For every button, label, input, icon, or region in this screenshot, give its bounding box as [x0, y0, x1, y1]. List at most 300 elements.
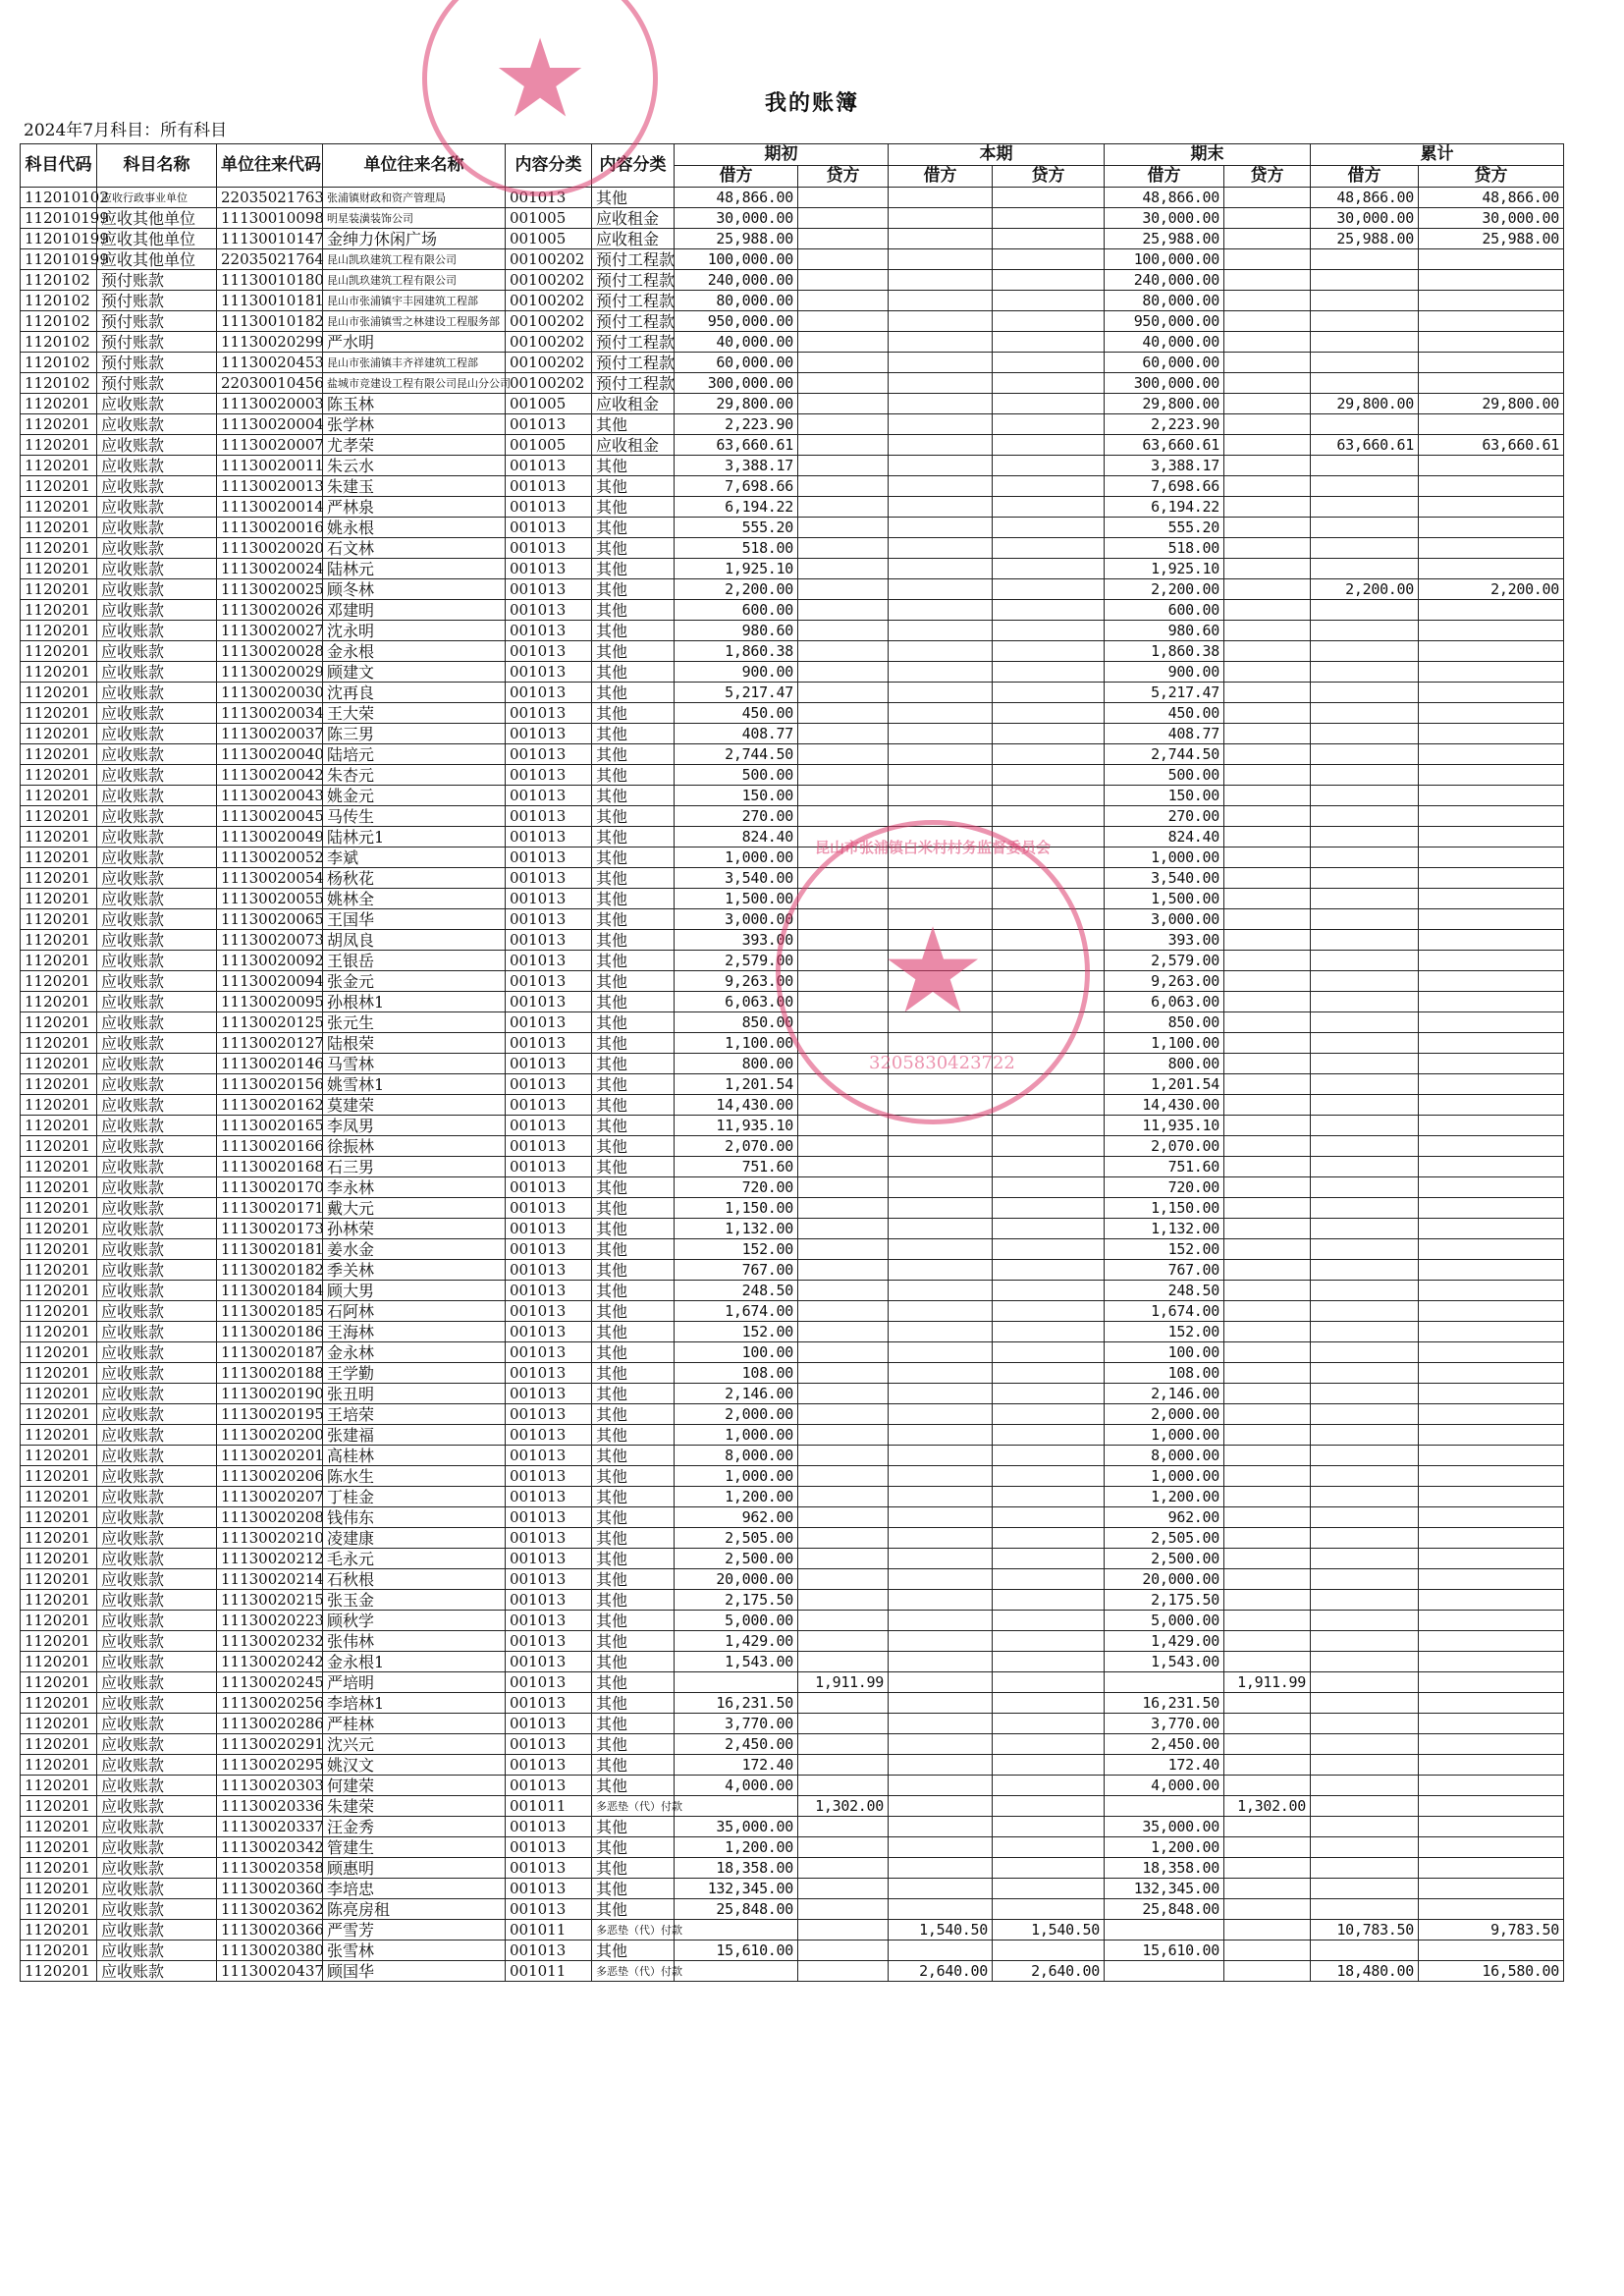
cell-cum-credit [1419, 1652, 1564, 1672]
cell-name: 应收账款 [97, 1136, 217, 1157]
cell-name: 应收账款 [97, 1899, 217, 1920]
cell-content-code: 001013 [506, 683, 592, 703]
cell-content-code: 001013 [506, 1301, 592, 1322]
cell-unit-code: 11130020040 [217, 744, 323, 765]
cell-content-name: 预付工程款 [592, 291, 675, 311]
cell-code: 1120201 [21, 806, 97, 827]
cell-current-debit [889, 1260, 993, 1281]
cell-current-credit [993, 1466, 1105, 1487]
cell-closing-credit [1224, 1549, 1311, 1569]
cell-content-name: 应收租金 [592, 229, 675, 249]
cell-cum-credit [1419, 1590, 1564, 1611]
cell-content-name: 其他 [592, 1425, 675, 1446]
cell-closing-credit [1224, 744, 1311, 765]
cell-closing-credit [1224, 641, 1311, 662]
ledger-table [20, 143, 1564, 1982]
cell-cum-debit [1311, 1095, 1419, 1116]
cell-cum-debit [1311, 641, 1419, 662]
cell-content-code: 001013 [506, 1198, 592, 1219]
table-row [21, 1693, 1564, 1714]
cell-cum-debit [1311, 1672, 1419, 1693]
cell-closing-debit: 720.00 [1105, 1177, 1224, 1198]
cell-cum-debit [1311, 270, 1419, 291]
cell-content-name: 其他 [592, 1734, 675, 1755]
cell-opening-debit: 7,698.66 [675, 476, 798, 497]
table-row [21, 1301, 1564, 1322]
cell-current-debit [889, 1281, 993, 1301]
cell-cum-credit: 63,660.61 [1419, 435, 1564, 456]
cell-opening-credit [798, 291, 889, 311]
cell-code: 1120201 [21, 662, 97, 683]
report-subtitle: 2024年7月科目：所有科目 [24, 121, 228, 140]
cell-code: 112010199 [21, 249, 97, 270]
cell-opening-debit: 100.00 [675, 1342, 798, 1363]
cell-current-credit [993, 1404, 1105, 1425]
cell-content-name: 其他 [592, 1054, 675, 1074]
cell-opening-debit: 2,175.50 [675, 1590, 798, 1611]
cell-unit-code: 11130020206 [217, 1466, 323, 1487]
cell-current-debit [889, 600, 993, 621]
cell-name: 应收账款 [97, 559, 217, 579]
cell-closing-debit: 2,505.00 [1105, 1528, 1224, 1549]
cell-content-name: 其他 [592, 641, 675, 662]
cell-opening-credit [798, 1569, 889, 1590]
cell-cum-debit [1311, 1012, 1419, 1033]
cell-unit-name: 金永根 [323, 641, 506, 662]
cell-opening-debit: 14,430.00 [675, 1095, 798, 1116]
cell-opening-debit: 2,505.00 [675, 1528, 798, 1549]
stamp-text: 昆山市张浦镇白米村村务监督委员会 [814, 839, 1051, 856]
cell-closing-credit [1224, 414, 1311, 435]
cell-cum-debit [1311, 1879, 1419, 1899]
cell-unit-code: 11130020182 [217, 1260, 323, 1281]
cell-name: 应收账款 [97, 1177, 217, 1198]
cell-content-code: 00100202 [506, 311, 592, 332]
cell-opening-credit [798, 414, 889, 435]
cell-unit-name: 莫建荣 [323, 1095, 506, 1116]
cell-unit-name: 石秋根 [323, 1569, 506, 1590]
cell-cum-debit [1311, 311, 1419, 332]
cell-code: 1120201 [21, 1054, 97, 1074]
cell-current-credit [993, 559, 1105, 579]
cell-cum-debit [1311, 1404, 1419, 1425]
cell-closing-credit [1224, 683, 1311, 703]
cell-content-code: 001013 [506, 538, 592, 559]
cell-closing-credit [1224, 1941, 1311, 1961]
cell-content-code: 001013 [506, 1177, 592, 1198]
cell-unit-name: 钱伟东 [323, 1507, 506, 1528]
cell-closing-debit: 1,100.00 [1105, 1033, 1224, 1054]
cell-unit-name: 陈亮房租 [323, 1899, 506, 1920]
cell-closing-credit: 1,911.99 [1224, 1672, 1311, 1693]
cell-content-name: 应收租金 [592, 435, 675, 456]
cell-code: 1120201 [21, 1033, 97, 1054]
cell-closing-credit [1224, 724, 1311, 744]
table-row [21, 579, 1564, 600]
cell-opening-debit: 1,500.00 [675, 889, 798, 909]
cell-current-debit [889, 1631, 993, 1652]
cell-cum-credit [1419, 1714, 1564, 1734]
cell-closing-credit [1224, 1116, 1311, 1136]
cell-current-debit [889, 1239, 993, 1260]
cell-closing-debit: 1,925.10 [1105, 559, 1224, 579]
cell-cum-debit [1311, 827, 1419, 847]
cell-content-code: 001013 [506, 1569, 592, 1590]
cell-code: 1120201 [21, 703, 97, 724]
cell-current-credit [993, 724, 1105, 744]
cell-content-name: 其他 [592, 1837, 675, 1858]
cell-content-name: 其他 [592, 497, 675, 518]
cell-name: 应收账款 [97, 1446, 217, 1466]
cell-cum-credit [1419, 414, 1564, 435]
cell-content-name: 其他 [592, 1198, 675, 1219]
cell-opening-debit: 751.60 [675, 1157, 798, 1177]
cell-content-name: 其他 [592, 1260, 675, 1281]
cell-current-credit [993, 1858, 1105, 1879]
cell-cum-debit [1311, 1342, 1419, 1363]
cell-current-credit [993, 456, 1105, 476]
cell-unit-code: 11130020094 [217, 971, 323, 992]
cell-cum-debit [1311, 1322, 1419, 1342]
cell-closing-credit [1224, 951, 1311, 971]
cell-content-name: 其他 [592, 1446, 675, 1466]
col-header-name: 科目名称 [97, 144, 217, 188]
cell-cum-credit [1419, 724, 1564, 744]
cell-opening-debit: 8,000.00 [675, 1446, 798, 1466]
table-row [21, 1776, 1564, 1796]
cell-name: 应收账款 [97, 1116, 217, 1136]
cell-name: 预付账款 [97, 270, 217, 291]
table-row [21, 662, 1564, 683]
cell-unit-code: 11130020165 [217, 1116, 323, 1136]
cell-cum-debit [1311, 456, 1419, 476]
cell-opening-credit [798, 1281, 889, 1301]
cell-content-code: 001013 [506, 992, 592, 1012]
cell-code: 1120201 [21, 1074, 97, 1095]
cell-current-credit [993, 1198, 1105, 1219]
cell-cum-debit [1311, 1837, 1419, 1858]
cell-name: 应收账款 [97, 703, 217, 724]
cell-current-debit [889, 621, 993, 641]
cell-cum-credit [1419, 1755, 1564, 1776]
cell-content-code: 001005 [506, 208, 592, 229]
cell-unit-code: 11130020336 [217, 1796, 323, 1817]
cell-opening-credit [798, 456, 889, 476]
cell-current-debit [889, 1342, 993, 1363]
cell-unit-name: 姚林全 [323, 889, 506, 909]
cell-code: 1120201 [21, 1136, 97, 1157]
table-row [21, 373, 1564, 394]
cell-cum-debit [1311, 1446, 1419, 1466]
cell-current-debit [889, 1714, 993, 1734]
cell-closing-debit: 7,698.66 [1105, 476, 1224, 497]
cell-closing-debit [1105, 1920, 1224, 1941]
table-row [21, 1507, 1564, 1528]
cell-unit-name: 严水明 [323, 332, 506, 353]
cell-opening-debit: 408.77 [675, 724, 798, 744]
table-row [21, 249, 1564, 270]
cell-content-name: 其他 [592, 1301, 675, 1322]
cell-code: 1120201 [21, 414, 97, 435]
cell-content-name: 其他 [592, 538, 675, 559]
cell-closing-credit [1224, 1837, 1311, 1858]
cell-cum-debit [1311, 765, 1419, 786]
cell-unit-name: 张元生 [323, 1012, 506, 1033]
col-header-credit: 贷方 [1224, 166, 1311, 188]
cell-current-credit [993, 1631, 1105, 1652]
cell-unit-name: 严林泉 [323, 497, 506, 518]
cell-opening-credit [798, 332, 889, 353]
cell-content-code: 001013 [506, 476, 592, 497]
cell-closing-credit [1224, 1528, 1311, 1549]
cell-content-code: 001013 [506, 579, 592, 600]
cell-content-code: 001013 [506, 621, 592, 641]
cell-cum-debit [1311, 1714, 1419, 1734]
cell-name: 应收账款 [97, 1219, 217, 1239]
cell-current-credit [993, 435, 1105, 456]
cell-opening-credit [798, 1157, 889, 1177]
cell-content-name: 预付工程款 [592, 373, 675, 394]
cell-cum-debit [1311, 1466, 1419, 1487]
cell-cum-debit [1311, 1219, 1419, 1239]
cell-code: 1120201 [21, 1672, 97, 1693]
cell-unit-code: 11130020043 [217, 786, 323, 806]
cell-content-code: 001013 [506, 909, 592, 930]
cell-cum-debit [1311, 1569, 1419, 1590]
cell-opening-debit: 1,860.38 [675, 641, 798, 662]
cell-unit-code: 11130020045 [217, 806, 323, 827]
cell-closing-debit: 2,223.90 [1105, 414, 1224, 435]
cell-unit-name: 何建荣 [323, 1776, 506, 1796]
cell-content-name: 其他 [592, 476, 675, 497]
cell-unit-code: 11130020232 [217, 1631, 323, 1652]
cell-opening-debit: 40,000.00 [675, 332, 798, 353]
cell-opening-credit [798, 1136, 889, 1157]
cell-code: 1120201 [21, 1322, 97, 1342]
cell-cum-debit [1311, 1116, 1419, 1136]
cell-content-code: 001013 [506, 847, 592, 868]
table-row [21, 1074, 1564, 1095]
cell-opening-debit: 1,000.00 [675, 1425, 798, 1446]
cell-unit-code: 11130020026 [217, 600, 323, 621]
cell-current-debit [889, 559, 993, 579]
cell-content-code: 001005 [506, 229, 592, 249]
cell-content-code: 001013 [506, 518, 592, 538]
cell-unit-code: 11130020223 [217, 1611, 323, 1631]
cell-cum-credit [1419, 1899, 1564, 1920]
cell-opening-debit: 2,450.00 [675, 1734, 798, 1755]
cell-content-name: 多恶垫（代）付款 [592, 1920, 675, 1941]
table-row [21, 1446, 1564, 1466]
cell-unit-name: 张浦镇财政和资产管理局 [323, 188, 506, 208]
cell-current-debit [889, 435, 993, 456]
cell-content-name: 其他 [592, 806, 675, 827]
table-row [21, 1219, 1564, 1239]
cell-content-code: 001013 [506, 641, 592, 662]
table-row [21, 1198, 1564, 1219]
cell-opening-debit: 15,610.00 [675, 1941, 798, 1961]
cell-current-credit [993, 1569, 1105, 1590]
cell-closing-debit: 60,000.00 [1105, 353, 1224, 373]
cell-name: 应收其他单位 [97, 249, 217, 270]
cell-cum-credit [1419, 1157, 1564, 1177]
cell-unit-name: 朱云水 [323, 456, 506, 476]
table-row [21, 1425, 1564, 1446]
cell-content-name: 其他 [592, 1116, 675, 1136]
cell-content-name: 预付工程款 [592, 332, 675, 353]
cell-code: 1120201 [21, 1528, 97, 1549]
cell-content-name: 应收租金 [592, 394, 675, 414]
cell-unit-name: 王培荣 [323, 1404, 506, 1425]
cell-closing-credit [1224, 1569, 1311, 1590]
cell-cum-credit [1419, 909, 1564, 930]
cell-name: 应收账款 [97, 1384, 217, 1404]
table-row [21, 765, 1564, 786]
cell-opening-debit: 555.20 [675, 518, 798, 538]
cell-cum-debit [1311, 1776, 1419, 1796]
cell-opening-credit [798, 765, 889, 786]
cell-current-debit [889, 476, 993, 497]
cell-opening-credit [798, 1239, 889, 1260]
cell-cum-debit [1311, 1755, 1419, 1776]
cell-opening-debit: 2,744.50 [675, 744, 798, 765]
cell-opening-debit: 720.00 [675, 1177, 798, 1198]
cell-content-name: 其他 [592, 909, 675, 930]
cell-unit-code: 11130020173 [217, 1219, 323, 1239]
cell-content-code: 001013 [506, 951, 592, 971]
cell-content-name: 其他 [592, 1755, 675, 1776]
cell-unit-name: 姜水金 [323, 1239, 506, 1260]
cell-name: 应收账款 [97, 744, 217, 765]
cell-unit-name: 张学林 [323, 414, 506, 435]
cell-current-debit [889, 1363, 993, 1384]
cell-content-name: 其他 [592, 744, 675, 765]
cell-name: 应收账款 [97, 1776, 217, 1796]
cell-content-name: 其他 [592, 1611, 675, 1631]
cell-current-credit [993, 1652, 1105, 1672]
cell-closing-credit [1224, 249, 1311, 270]
cell-content-code: 001013 [506, 765, 592, 786]
cell-unit-name: 陈水生 [323, 1466, 506, 1487]
cell-unit-code: 11130020030 [217, 683, 323, 703]
cell-unit-name: 金永林 [323, 1342, 506, 1363]
cell-unit-code: 11130020242 [217, 1652, 323, 1672]
cell-unit-code: 11130020073 [217, 930, 323, 951]
cell-content-code: 001013 [506, 1116, 592, 1136]
cell-cum-debit [1311, 971, 1419, 992]
cell-name: 应收账款 [97, 971, 217, 992]
cell-content-code: 001013 [506, 1384, 592, 1404]
cell-opening-debit: 172.40 [675, 1755, 798, 1776]
cell-unit-code: 11130020256 [217, 1693, 323, 1714]
cell-opening-credit [798, 579, 889, 600]
cell-name: 应收其他单位 [97, 229, 217, 249]
cell-name: 应收账款 [97, 662, 217, 683]
cell-closing-credit [1224, 1136, 1311, 1157]
cell-closing-debit: 18,358.00 [1105, 1858, 1224, 1879]
cell-opening-debit: 1,201.54 [675, 1074, 798, 1095]
cell-unit-name: 姚永根 [323, 518, 506, 538]
cell-cum-credit [1419, 1404, 1564, 1425]
cell-opening-debit: 2,223.90 [675, 414, 798, 435]
cell-closing-debit: 2,200.00 [1105, 579, 1224, 600]
cell-closing-credit [1224, 1198, 1311, 1219]
cell-current-debit [889, 765, 993, 786]
cell-closing-debit: 300,000.00 [1105, 373, 1224, 394]
cell-current-debit [889, 249, 993, 270]
cell-opening-credit [798, 1219, 889, 1239]
cell-content-name: 预付工程款 [592, 249, 675, 270]
cell-opening-credit [798, 621, 889, 641]
cell-unit-code: 11130010180 [217, 270, 323, 291]
table-row [21, 1961, 1564, 1982]
cell-name: 应收账款 [97, 1054, 217, 1074]
cell-current-credit [993, 1590, 1105, 1611]
cell-opening-credit [798, 559, 889, 579]
cell-current-debit [889, 662, 993, 683]
cell-closing-credit [1224, 621, 1311, 641]
cell-content-code: 001013 [506, 1837, 592, 1858]
cell-opening-debit: 962.00 [675, 1507, 798, 1528]
cell-code: 112010102 [21, 188, 97, 208]
cell-closing-debit: 100,000.00 [1105, 249, 1224, 270]
table-row [21, 1054, 1564, 1074]
cell-opening-debit: 450.00 [675, 703, 798, 724]
cell-closing-credit [1224, 518, 1311, 538]
cell-opening-credit [798, 1734, 889, 1755]
cell-unit-code: 11130020210 [217, 1528, 323, 1549]
cell-name: 应收账款 [97, 951, 217, 971]
table-row [21, 353, 1564, 373]
cell-cum-credit [1419, 1507, 1564, 1528]
cell-current-credit [993, 1116, 1105, 1136]
cell-closing-debit: 5,217.47 [1105, 683, 1224, 703]
cell-opening-debit: 270.00 [675, 806, 798, 827]
cell-code: 1120201 [21, 683, 97, 703]
cell-closing-credit [1224, 373, 1311, 394]
cell-code: 1120201 [21, 847, 97, 868]
cell-content-code: 001013 [506, 1941, 592, 1961]
cell-name: 应收账款 [97, 1817, 217, 1837]
cell-current-credit [993, 1507, 1105, 1528]
cell-current-credit [993, 518, 1105, 538]
cell-unit-name: 严桂林 [323, 1714, 506, 1734]
cell-closing-debit: 2,000.00 [1105, 1404, 1224, 1425]
cell-opening-debit: 6,063.00 [675, 992, 798, 1012]
cell-cum-debit [1311, 353, 1419, 373]
cell-content-code: 001013 [506, 1136, 592, 1157]
cell-opening-credit [798, 1260, 889, 1281]
cell-cum-credit [1419, 1817, 1564, 1837]
cell-cum-debit [1311, 847, 1419, 868]
cell-cum-debit [1311, 1611, 1419, 1631]
cell-opening-credit [798, 435, 889, 456]
cell-current-debit [889, 1941, 993, 1961]
cell-opening-credit [798, 497, 889, 518]
cell-opening-debit: 850.00 [675, 1012, 798, 1033]
cell-cum-debit [1311, 1425, 1419, 1446]
cell-code: 1120201 [21, 951, 97, 971]
cell-closing-debit: 40,000.00 [1105, 332, 1224, 353]
cell-content-name: 其他 [592, 786, 675, 806]
cell-current-debit [889, 641, 993, 662]
cell-content-name: 其他 [592, 951, 675, 971]
cell-closing-credit [1224, 930, 1311, 951]
cell-closing-debit: 450.00 [1105, 703, 1224, 724]
cell-unit-code: 11130020054 [217, 868, 323, 889]
cell-opening-credit [798, 353, 889, 373]
cell-cum-debit [1311, 1631, 1419, 1652]
